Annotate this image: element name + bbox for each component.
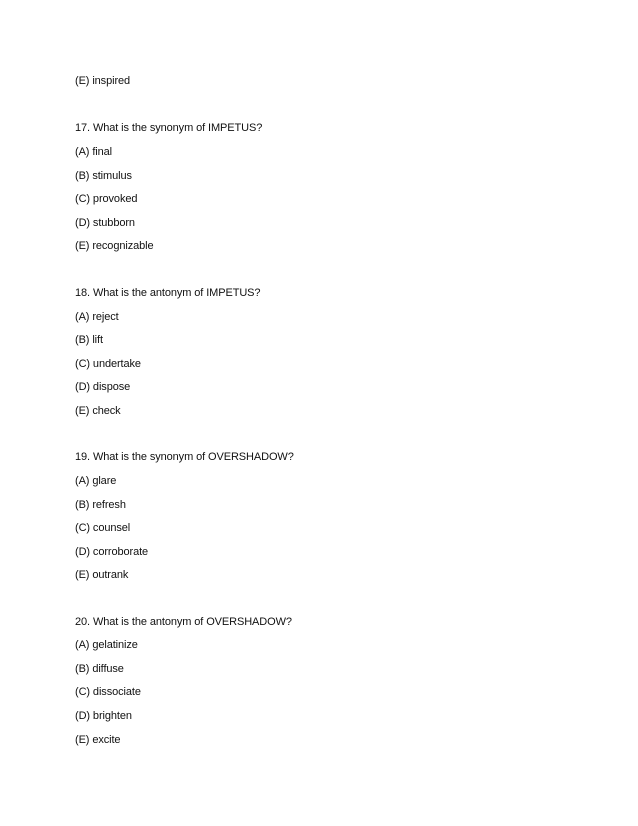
question-prompt: 17. What is the synonym of IMPETUS? (75, 122, 263, 134)
answer-option: (A) reject (75, 311, 119, 323)
answer-option: (A) gelatinize (75, 639, 138, 651)
question-prompt: 19. What is the synonym of OVERSHADOW? (75, 451, 294, 463)
answer-option: (A) final (75, 146, 112, 158)
answer-option: (D) corroborate (75, 546, 149, 558)
answer-option: (C) counsel (75, 522, 131, 534)
answer-option: (E) check (75, 405, 121, 417)
answer-option: (B) refresh (75, 499, 126, 511)
answer-option: (D) brighten (75, 710, 132, 722)
answer-option: (E) recognizable (75, 240, 154, 252)
lead-option: (E) inspired (75, 75, 131, 87)
answer-option: (C) dissociate (75, 686, 141, 698)
answer-option: (A) glare (75, 475, 117, 487)
answer-option: (D) dispose (75, 381, 131, 393)
answer-option: (B) lift (75, 334, 103, 346)
answer-option: (E) outrank (75, 569, 129, 581)
question-prompt: 18. What is the antonym of IMPETUS? (75, 287, 261, 299)
answer-option: (D) stubborn (75, 217, 135, 229)
question-prompt: 20. What is the antonym of OVERSHADOW? (75, 616, 292, 628)
answer-option: (E) excite (75, 734, 121, 746)
answer-option: (C) undertake (75, 358, 141, 370)
answer-option: (C) provoked (75, 193, 138, 205)
answer-option: (B) stimulus (75, 170, 132, 182)
answer-option: (B) diffuse (75, 663, 124, 675)
